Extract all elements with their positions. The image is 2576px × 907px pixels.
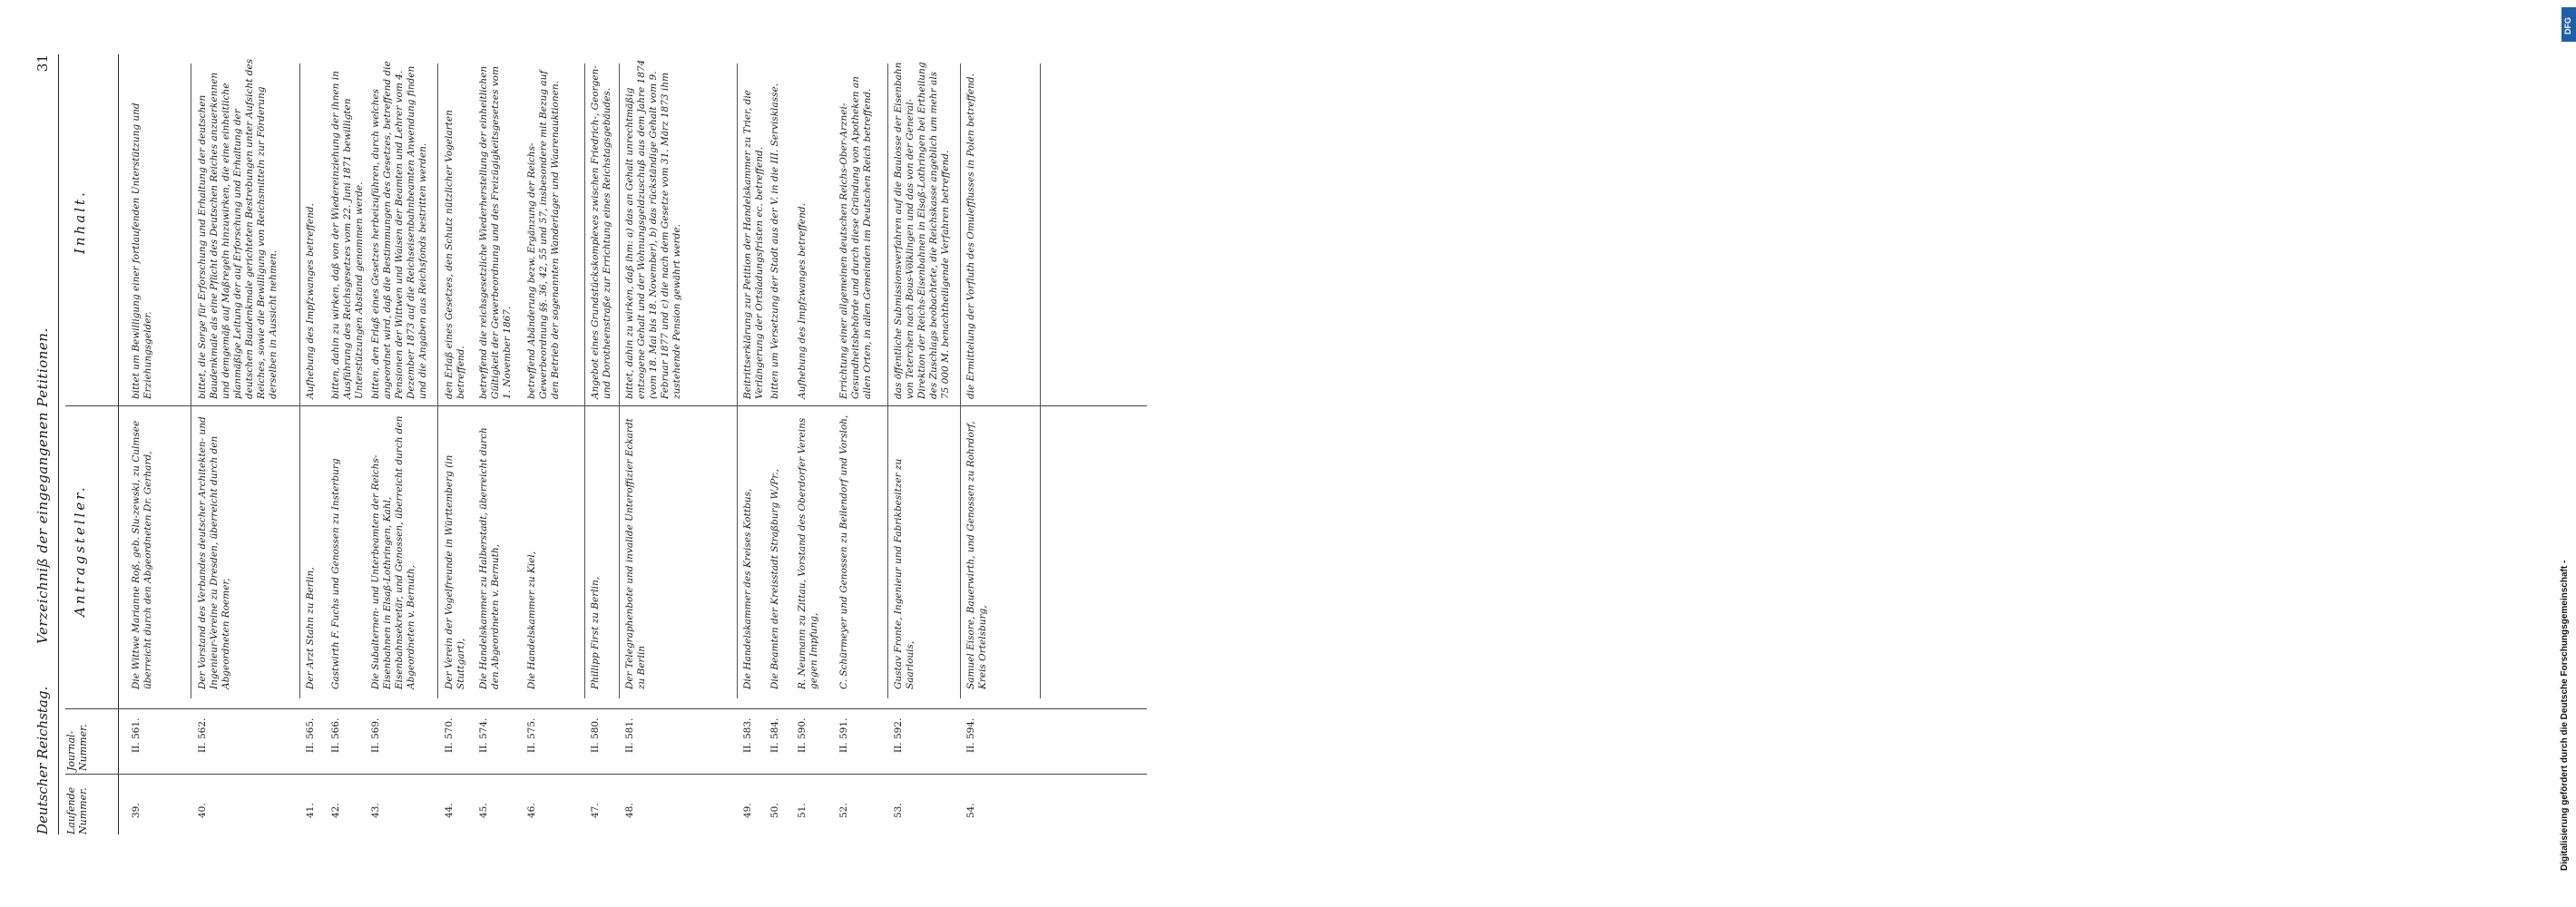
page-number: 31 bbox=[34, 54, 51, 73]
row-separator bbox=[960, 63, 961, 698]
journal-number: II. 584. bbox=[769, 717, 780, 753]
journal-number: II. 594. bbox=[965, 717, 976, 753]
petition-content: bitten, dahin zu wirken, daß von der Wiedereinziehung der ihnen in Ausführung des Reichsgesetzes vom 22. Juni 1871 bewilligten Unterstützungen Abstand genommen werde. bbox=[330, 71, 365, 399]
journal-number: II. 562. bbox=[197, 717, 208, 753]
dfg-logo bbox=[2561, 7, 2576, 42]
journal-number: II. 566. bbox=[330, 717, 341, 753]
row-separator bbox=[737, 63, 738, 698]
row-number: 49. bbox=[742, 803, 753, 818]
header-rule bbox=[58, 54, 59, 834]
column-header-rule bbox=[118, 54, 119, 834]
row-number: 45. bbox=[478, 803, 489, 818]
digitization-strip bbox=[1279, 0, 2572, 907]
column-header-inhalt: Inhalt. bbox=[72, 190, 88, 254]
digitization-note: Digitalisierung gefördert durch die Deutsche Forschungsgemeinschaft - bbox=[2560, 560, 2570, 871]
row-number: 47. bbox=[590, 803, 601, 818]
row-separator bbox=[619, 63, 620, 698]
petitioner: Samuel Eisore, Bauerwirth, und Genossen zu Rohrdorf, Kreis Ortelsburg, bbox=[965, 421, 988, 689]
journal-number: II. 583. bbox=[742, 717, 753, 753]
petition-content: bitten um Versetzung der Stadt aus der V. in die III. Servisklasse. bbox=[769, 83, 780, 399]
row-number: 50. bbox=[769, 803, 780, 818]
petitioner: Der Telegraphenbote und invalide Unteroffizier Eckardt zu Berlin bbox=[624, 418, 647, 689]
petition-content: Errichtung einer allgemeinen deutschen Reichs-Ober-Arznei-Gesundheitsbehörde und durch diese Gründung von Apotheken an allen Orten, in allen Gemeinden im Deutschen Reich betreffend. bbox=[838, 76, 873, 399]
petition-content: Beitrittserklärung zur Petition der Handelskammer zu Trier, die Verlängerung der Ortsladungsfristen ec. betreffend. bbox=[742, 90, 765, 399]
header-title: Verzeichniß der eingegangenen Petitionen. bbox=[34, 327, 51, 644]
petitioner: Der Verein der Vogelfreunde in Württemberg (in Stuttgart), bbox=[444, 454, 466, 689]
row-separator bbox=[887, 63, 888, 698]
row-number: 41. bbox=[305, 803, 316, 818]
journal-number: II. 581. bbox=[624, 717, 635, 753]
journal-number: II. 569. bbox=[370, 717, 381, 753]
petitioner: Phillipp First zu Berlin, bbox=[590, 576, 601, 689]
row-number: 39. bbox=[131, 803, 142, 818]
row-number: 46. bbox=[526, 803, 537, 818]
petitioner: Gustav Fronte, Ingenieur und Fabrikbesitzer zu Saarlouis, bbox=[893, 458, 916, 689]
journal-number: II. 592. bbox=[893, 717, 904, 753]
row-separator bbox=[1040, 63, 1041, 698]
row-separator bbox=[437, 63, 438, 698]
row-number: 44. bbox=[444, 803, 455, 818]
petitioner: Die Beamten der Kreisstadt Straßburg W./Pr., bbox=[769, 469, 780, 689]
petition-content: die Ermittelung der Vorfluth des Omulefflusses in Polen betreffend. bbox=[965, 73, 976, 399]
petitioner: Die Handelskammer zu Kiel, bbox=[526, 551, 537, 689]
row-separator bbox=[584, 63, 585, 698]
petitioner: Die Handelskammer zu Halberstadt, überreicht durch den Abgeordneten v. Bernuth, bbox=[478, 427, 501, 689]
petitioner: C. Schürmeyer und Genossen zu Beilendorf und Vorsloh, bbox=[838, 414, 849, 689]
journal-number: II. 565. bbox=[305, 717, 316, 753]
dfg-logo-text: DFG bbox=[2563, 17, 2572, 34]
row-separator bbox=[299, 63, 300, 698]
petition-content: betreffend die reichsgesetzliche Wiederherstellung der einheitlichen Gültigkeit der Gewerbeordnung und des Freizügigkeitsgesetzes vom 1. November 1867. bbox=[478, 65, 513, 399]
petition-content: betreffend Abänderung bezw. Ergänzung der Reichs-Gewerbeordnung §§. 36, 42, 55 und 57, insbesondere mit Bezug auf den Betrieb der sogenannten Wanderlager und Waarenauktionen. bbox=[526, 70, 561, 399]
row-number: 53. bbox=[893, 803, 904, 818]
row-number: 52. bbox=[838, 803, 849, 818]
petitioner: Die Wittwe Marianne Roß, geb. Slu-zewski, zu Culmsee überreicht durch den Abgeordneten Dr. Gerhard, bbox=[131, 420, 153, 689]
row-number: 54. bbox=[965, 803, 976, 818]
petitioner: Gastwirth F. Fuchs und Genossen zu Insterburg bbox=[330, 458, 341, 689]
petitioner: Der Vorstand des Verbandes deutscher Architekten- und Ingenieur-Vereine zu Dresden, überreicht durch den Abgeordneten Roemer, bbox=[197, 416, 231, 689]
row-number: 48. bbox=[624, 803, 635, 818]
petition-content: Aufhebung des Impfzwanges betreffend. bbox=[305, 203, 316, 399]
column-divider bbox=[65, 774, 1147, 775]
petitioner: Die Handelskammer des Kreises Kottbus, bbox=[742, 488, 753, 689]
petitioner: Der Arzt Stahn zu Berlin, bbox=[305, 567, 316, 689]
journal-number: II. 590. bbox=[797, 717, 808, 753]
journal-number: II. 561. bbox=[131, 717, 142, 753]
petition-content: Angebot eines Grundstückskomplexes zwischen Friedrich-, Georgen- und Dorotheenstraße zur Errichtung eines Reichstagsgebäudes. bbox=[590, 65, 612, 399]
column-header-journal: Journal-Nummer. bbox=[65, 724, 89, 771]
journal-number: II. 591. bbox=[838, 717, 849, 753]
journal-number: II. 580. bbox=[590, 717, 601, 753]
column-divider bbox=[65, 405, 1147, 406]
journal-number: II. 570. bbox=[444, 717, 455, 753]
petition-content: bitten, den Erlaß eines Gesetzes herbeizuführen, durch welches angeordnet wird, daß die Bestimmungen des Gesetzes, betreffend die Pensionen der Wittwen und Waisen der Beamten und Lehrer vom 4. Dezember 1873 auf die Reichseisenbahnbeamten Anwendung finden und die Angaben aus Reichsfonds bestritten werden. bbox=[370, 61, 428, 399]
row-number: 43. bbox=[370, 803, 381, 818]
petition-content: den Erlaß eines Gesetzes, den Schutz nützlicher Vogelarten betreffend. bbox=[444, 110, 466, 399]
header-left: Deutscher Reichstag. bbox=[34, 686, 51, 834]
petition-content: bittet, dahin zu wirken, daß ihm: a) das an Gehalt unrechtmäßig entzogene Gehalt und der Wohnungsgeldzuschuß aus dem Jahre 1874 (vom 18. Mai bis 18. November), b) das rückständige Gehalt vom 9. Februar 1877 und c) die nach dem Gesetze vom 31. März 1873 ihm zustehende Pension gewährt werde. bbox=[624, 59, 682, 399]
page-header bbox=[31, 54, 54, 834]
row-number: 40. bbox=[197, 803, 208, 818]
petition-content: das öffentliche Submissionsverfahren auf die Baulosse der Eisenbahn von Teterchen nach Bous-Völklingen und das von der General-Direktion der Reichs-Eisenbahnen in Elsaß-Lothringen bei Ertheilung des Zuschlags beobachtete, die Reichskasse angeblich um mehr als 75 000 M. benachtheiligende Verfahren betreffend. bbox=[893, 62, 951, 399]
journal-number: II. 575. bbox=[526, 717, 537, 753]
petitioner: R. Neumann zu Zittau, Vorstand des Oberdorfer Vereins gegen Impfung, bbox=[797, 417, 819, 689]
petition-content: bittet um Bewilligung einer fortlaufenden Unterstützung und Erziehungsgelder. bbox=[131, 102, 153, 399]
column-divider bbox=[65, 708, 1147, 709]
row-number: 51. bbox=[797, 803, 808, 818]
row-number: 42. bbox=[330, 803, 341, 818]
petition-content: bittet, die Sorge für Erforschung und Erhaltung der deutschen Baudenkmale als eine Pflicht des Deutschen Reiches anzuerkennen und demgemäß auf Maßregeln hinzuwirken, die eine einheitliche planmäßige Leitung der auf Erforschung und Erhaltung der deutschen Baudenkmale gerichteten Bestrebungen unter Aufsicht des Reiches, sowie die Bewilligung von Reichsmitteln zur Förderung derselben in Aussicht nehmen. bbox=[197, 59, 279, 399]
petitioner: Die Subalternen- und Unterbeamten der Reichs-Eisenbahnen in Elsaß-Lothringen, Kahl, Eisenbahnsekretär, und Genossen, überreicht durch den Abgeordneten v. Bernuth, bbox=[370, 415, 416, 689]
petition-table bbox=[31, 54, 1147, 834]
column-header-antragsteller: Antragsteller. bbox=[72, 484, 88, 617]
journal-number: II. 574. bbox=[478, 717, 489, 753]
petition-content: Aufhebung des Impfzwanges betreffend. bbox=[797, 203, 808, 399]
column-header-laufende: Laufende Nummer. bbox=[65, 786, 89, 834]
